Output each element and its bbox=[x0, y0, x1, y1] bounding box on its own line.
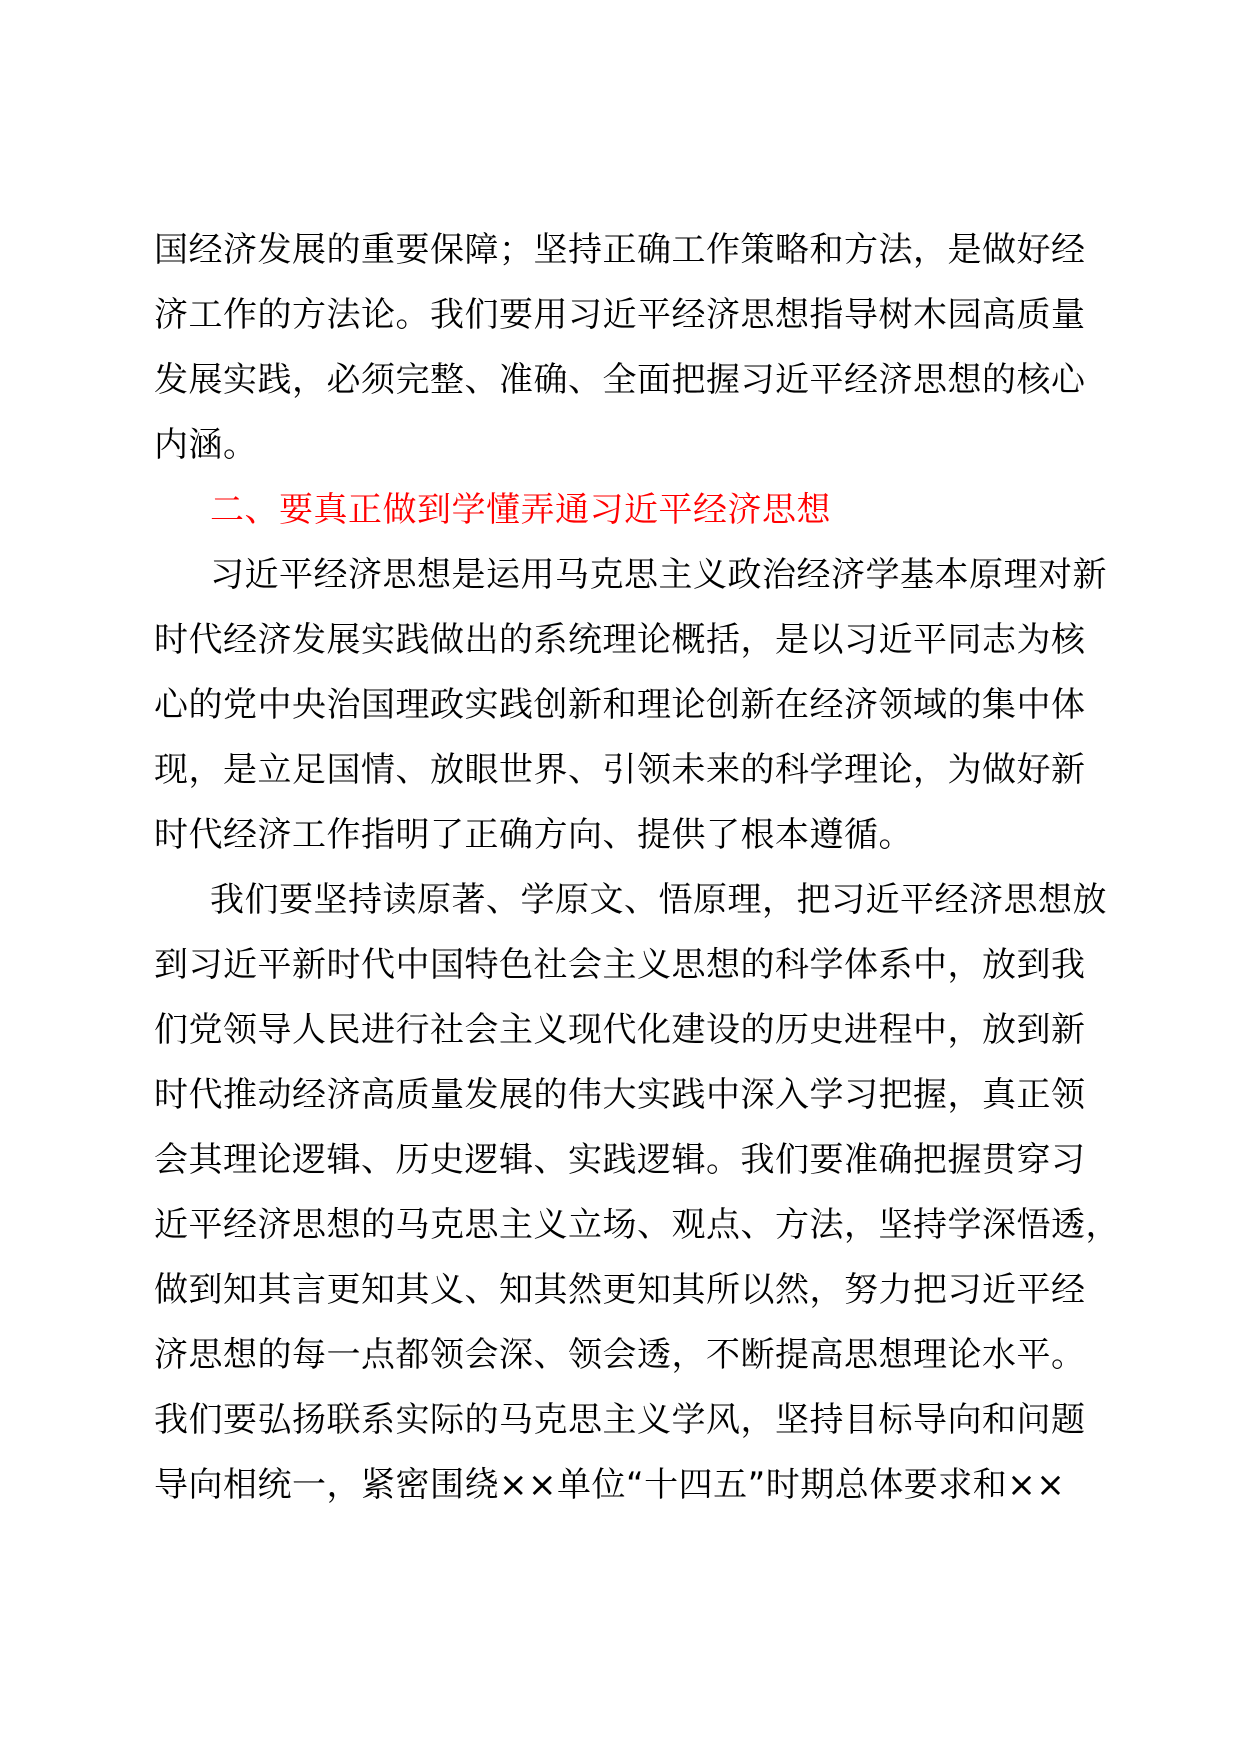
paragraph-line: 济思想的每一点都领会深、领会透，不断提高思想理论水平。 bbox=[154, 1335, 1086, 1375]
body-paragraph bbox=[154, 543, 1107, 868]
paragraph-line: 内涵。 bbox=[154, 425, 258, 465]
paragraph-line: 心的党中央治国理政实践创新和理论创新在经济领域的集中体 bbox=[154, 685, 1086, 725]
paragraph-line: 习近平经济思想是运用马克思主义政治经济学基本原理对新 bbox=[210, 555, 1107, 595]
paragraph-line: 发展实践，必须完整、准确、全面把握习近平经济思想的核心 bbox=[154, 360, 1086, 400]
heading-text: 二、要真正做到学懂弄通习近平经济思想 bbox=[210, 490, 831, 530]
paragraph-line: 国经济发展的重要保障；坚持正确工作策略和方法，是做好经 bbox=[154, 230, 1086, 270]
body-paragraph bbox=[154, 218, 1084, 478]
paragraph-line: 近平经济思想的马克思主义立场、观点、方法，坚持学深悟透， bbox=[154, 1205, 1120, 1245]
paragraph-line: 时代经济工作指明了正确方向、提供了根本遵循。 bbox=[154, 815, 913, 855]
paragraph-line: 到习近平新时代中国特色社会主义思想的科学体系中，放到我 bbox=[154, 945, 1086, 985]
paragraph-line: 我们要弘扬联系实际的马克思主义学风，坚持目标导向和问题 bbox=[154, 1400, 1086, 1440]
paragraph-line: 导向相统一，紧密围绕××单位“十四五”时期总体要求和×× bbox=[154, 1465, 1066, 1505]
body-paragraph bbox=[154, 868, 1120, 1518]
paragraph-line: 我们要坚持读原著、学原文、悟原理，把习近平经济思想放 bbox=[210, 880, 1107, 920]
paragraph-line: 们党领导人民进行社会主义现代化建设的历史进程中，放到新 bbox=[154, 1010, 1086, 1050]
paragraph-line: 会其理论逻辑、历史逻辑、实践逻辑。我们要准确把握贯穿习 bbox=[154, 1140, 1086, 1180]
paragraph-line: 济工作的方法论。我们要用习近平经济思想指导树木园高质量 bbox=[154, 295, 1086, 335]
paragraph-line: 现，是立足国情、放眼世界、引领未来的科学理论，为做好新 bbox=[154, 750, 1086, 790]
section-heading bbox=[154, 478, 1084, 543]
paragraph-line: 时代经济发展实践做出的系统理论概括，是以习近平同志为核 bbox=[154, 620, 1086, 660]
paragraph-line: 时代推动经济高质量发展的伟大实践中深入学习把握，真正领 bbox=[154, 1075, 1086, 1115]
paragraph-line: 做到知其言更知其义、知其然更知其所以然，努力把习近平经 bbox=[154, 1270, 1086, 1310]
document-body bbox=[154, 218, 1120, 1518]
